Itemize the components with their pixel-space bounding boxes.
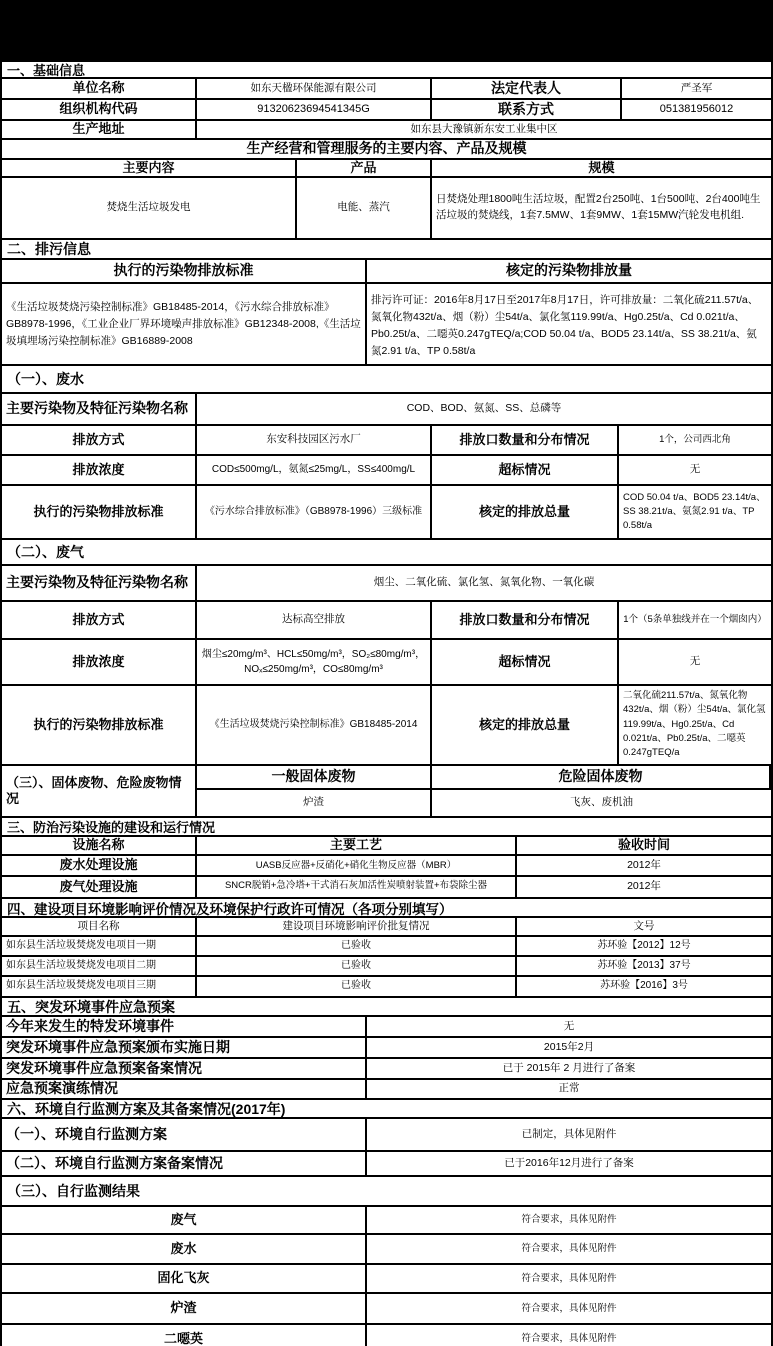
emergency-label: 突发环境事件应急预案颁布实施日期 bbox=[2, 1038, 367, 1057]
emergency-value: 已于 2015年 2 月进行了备案 bbox=[502, 1061, 636, 1074]
ww-method-row bbox=[2, 426, 771, 456]
solid-waste-title: （三）、固体废物、危险废物情况 bbox=[2, 766, 197, 816]
wastewater-title: （一）、废水 bbox=[2, 366, 771, 394]
content-value: 焚烧生活垃圾发电 bbox=[2, 178, 297, 238]
facility-date: 2012年 bbox=[627, 880, 661, 893]
section5-title: 五、突发环境事件应急预案 bbox=[2, 998, 771, 1017]
section6-title: 六、环境自行监测方案及其备案情况(2017年) bbox=[2, 1100, 771, 1119]
emission-std-value: 《生活垃圾焚烧污染控制标准》GB18485-2014，《污水综合排放标准》GB8978-1996，《工业企业厂界环境噪声排放标准》GB12348-2008,《生活垃圾填埋场污染控制标准》GB16889-2008 bbox=[2, 284, 367, 364]
result-value: 符合要求，具体见附件 bbox=[521, 1243, 617, 1255]
project-row-3 bbox=[2, 977, 771, 998]
ww-exceed-value: 无 bbox=[689, 463, 701, 476]
project-doc-header: 文号 bbox=[633, 919, 655, 932]
ww-outlets-label: 排放口数量和分布情况 bbox=[432, 426, 619, 454]
unit-name-value: 如东天楹环保能源有限公司 bbox=[197, 79, 432, 98]
hazard-waste-value: 飞灰、废机油 bbox=[570, 796, 633, 809]
project-status: 已验收 bbox=[197, 937, 517, 955]
address-value: 如东县大豫镇新东安工业集中区 bbox=[410, 122, 558, 135]
product-label: 产品 bbox=[297, 160, 432, 176]
emission-header-row bbox=[2, 260, 771, 284]
wg-conc-value: 烟尘≤20mg/m³、HCL≤50mg/m³，SO₂≤80mg/m³，NOₓ≤250mg/m³，CO≤80mg/m³ bbox=[197, 640, 432, 684]
ww-pollutants-value: COD、BOD、氨氮、SS、总磷等 bbox=[406, 402, 562, 415]
legal-rep-value: 严圣军 bbox=[680, 81, 713, 94]
ww-exceed-label: 超标情况 bbox=[432, 456, 619, 484]
monitor-plan-label: （一）、环境自行监测方案 bbox=[2, 1119, 367, 1150]
ww-std-row bbox=[2, 486, 771, 540]
result-row-water bbox=[2, 1235, 771, 1265]
general-waste-header: 一般固体废物 bbox=[197, 766, 432, 790]
monitor-filing-value: 已于2016年12月进行了备案 bbox=[504, 1156, 634, 1169]
basic-info-row-2 bbox=[2, 100, 771, 121]
emergency-label: 应急预案演练情况 bbox=[2, 1080, 367, 1098]
facility-name-header: 设施名称 bbox=[2, 837, 197, 854]
emergency-label: 今年来发生的特发环境事件 bbox=[2, 1017, 367, 1036]
wg-pollutants-label: 主要污染物及特征污染物名称 bbox=[2, 566, 197, 600]
emission-value-row bbox=[2, 284, 771, 366]
ww-total-label: 核定的排放总量 bbox=[432, 486, 619, 538]
project-name: 如东县生活垃圾焚烧发电项目二期 bbox=[2, 957, 197, 975]
project-row-1 bbox=[2, 937, 771, 957]
section4-title: 四、建设项目环境影响评价情况及环境保护行政许可情况（各项分别填写） bbox=[2, 899, 771, 918]
emission-amount-header: 核定的污染物排放量 bbox=[506, 262, 632, 279]
emergency-value: 2015年2月 bbox=[543, 1040, 595, 1053]
product-header-row bbox=[2, 160, 771, 178]
ww-pollutants-label: 主要污染物及特征污染物名称 bbox=[2, 394, 197, 424]
wg-total-label: 核定的排放总量 bbox=[432, 686, 619, 764]
project-name: 如东县生活垃圾焚烧发电项目一期 bbox=[2, 937, 197, 955]
emission-amount-value: 排污许可证：2016年8月17日至2017年8月17日，许可排放量：二氧化硫211.57t/a、氮氧化物432t/a、烟（粉）尘54t/a、氯化氢119.99t/a、Hg0.25t/a、Cd 0.021t/a、Pb0.25t/a、二噁英0.247gTEQ/a;COD 50.04 t/a、BOD5 23.14t/a、SS 38.21t/a、氨氮2.91 t/a、TP 0.58t/a bbox=[371, 294, 759, 357]
wg-conc-label: 排放浓度 bbox=[2, 640, 197, 684]
address-row bbox=[2, 121, 771, 140]
result-label: 固化飞灰 bbox=[2, 1265, 367, 1292]
product-value: 电能、蒸汽 bbox=[297, 178, 432, 238]
facility-header-row bbox=[2, 837, 771, 856]
ww-total-value: COD 50.04 t/a、BOD5 23.14t/a、SS 38.21t/a、氨氮2.91 t/a、TP 0.58t/a bbox=[623, 491, 766, 532]
project-header-row bbox=[2, 918, 771, 937]
ww-conc-row bbox=[2, 456, 771, 486]
ww-conc-label: 排放浓度 bbox=[2, 456, 197, 484]
result-label: 二噁英 bbox=[2, 1325, 367, 1346]
project-doc: 苏环验【2012】12号 bbox=[597, 939, 691, 951]
monitor-filing-row bbox=[2, 1152, 771, 1177]
wg-exceed-value: 无 bbox=[689, 655, 701, 668]
result-label: 炉渣 bbox=[2, 1294, 367, 1323]
wg-outlets-value: 1个（5条单独线并在一个烟囱内） bbox=[623, 614, 767, 626]
wg-method-row bbox=[2, 602, 771, 640]
wg-pollutants-value: 烟尘、二氧化硫、氯化氢、氮氧化物、一氧化碳 bbox=[373, 576, 595, 589]
disclosure-table bbox=[0, 62, 773, 1346]
project-status: 已验收 bbox=[197, 977, 517, 996]
facility-process: SNCR脱销+急冷塔+干式消石灰加活性炭喷射装置+布袋除尘器 bbox=[197, 877, 517, 897]
facility-date: 2012年 bbox=[627, 858, 661, 871]
section2-title: 二、排污信息 bbox=[2, 240, 771, 260]
wg-pollutants-row bbox=[2, 566, 771, 602]
section3-title: 三、防治污染设施的建设和运行情况 bbox=[2, 818, 771, 837]
result-label: 废水 bbox=[2, 1235, 367, 1263]
solid-waste-block bbox=[2, 766, 771, 818]
result-row-dioxin bbox=[2, 1325, 771, 1346]
project-row-2 bbox=[2, 957, 771, 977]
hazard-waste-header: 危险固体废物 bbox=[432, 766, 771, 790]
address-label: 生产地址 bbox=[2, 121, 197, 138]
content-label: 主要内容 bbox=[2, 160, 297, 176]
legal-rep-label: 法定代表人 bbox=[432, 79, 622, 98]
general-waste-value: 炉渣 bbox=[197, 790, 432, 816]
monitor-results-title: （三）、自行监测结果 bbox=[2, 1177, 771, 1207]
wg-std-label: 执行的污染物排放标准 bbox=[2, 686, 197, 764]
project-status-header: 建设项目环境影响评价批复情况 bbox=[197, 918, 517, 935]
business-header-row bbox=[2, 140, 771, 160]
emergency-row-2 bbox=[2, 1038, 771, 1059]
result-value: 符合要求，具体见附件 bbox=[521, 1302, 617, 1314]
result-label: 废气 bbox=[2, 1207, 367, 1233]
wg-method-value: 达标高空排放 bbox=[197, 602, 432, 638]
emission-std-header: 执行的污染物排放标准 bbox=[2, 260, 367, 282]
result-row-gas bbox=[2, 1207, 771, 1235]
emergency-value: 正常 bbox=[558, 1082, 580, 1095]
wg-std-value: 《生活垃圾焚烧污染控制标准》GB18485-2014 bbox=[197, 686, 432, 764]
ww-method-label: 排放方式 bbox=[2, 426, 197, 454]
monitor-plan-row bbox=[2, 1119, 771, 1152]
result-row-slag bbox=[2, 1294, 771, 1325]
unit-name-label: 单位名称 bbox=[2, 79, 197, 98]
result-row-flyash bbox=[2, 1265, 771, 1294]
ww-outlets-value: 1个，公司西北角 bbox=[659, 434, 731, 446]
scale-label: 规模 bbox=[588, 160, 615, 175]
wg-std-row bbox=[2, 686, 771, 766]
monitor-filing-label: （二）、环境自行监测方案备案情况 bbox=[2, 1152, 367, 1175]
project-doc: 苏环验【2016】3号 bbox=[600, 980, 688, 992]
product-value-row bbox=[2, 178, 771, 240]
wg-exceed-label: 超标情况 bbox=[432, 640, 619, 684]
facility-row-wastegas bbox=[2, 877, 771, 899]
wg-outlets-label: 排放口数量和分布情况 bbox=[432, 602, 619, 638]
wastegas-title: （二）、废气 bbox=[2, 540, 771, 566]
emergency-label: 突发环境事件应急预案备案情况 bbox=[2, 1059, 367, 1078]
result-value: 符合要求，具体见附件 bbox=[521, 1333, 617, 1345]
org-code-label: 组织机构代码 bbox=[2, 100, 197, 119]
result-value: 符合要求，具体见附件 bbox=[521, 1272, 617, 1284]
emergency-row-4 bbox=[2, 1080, 771, 1100]
emergency-row-1 bbox=[2, 1017, 771, 1038]
emergency-value: 无 bbox=[563, 1019, 575, 1032]
ww-conc-value: COD≤500mg/L，氨氮≤25mg/L，SS≤400mg/L bbox=[197, 456, 432, 484]
monitor-plan-value: 已制定，具体见附件 bbox=[521, 1127, 617, 1140]
facility-process-header: 主要工艺 bbox=[197, 837, 517, 854]
ww-pollutants-row bbox=[2, 394, 771, 426]
facility-process: UASB反应器+反硝化+硝化生物反应器（MBR） bbox=[197, 856, 517, 875]
ww-method-value: 东安科技园区污水厂 bbox=[197, 426, 432, 454]
section1-title: 一、基础信息 bbox=[2, 62, 771, 79]
project-doc: 苏环验【2013】37号 bbox=[597, 959, 691, 971]
wg-method-label: 排放方式 bbox=[2, 602, 197, 638]
facility-row-wastewater bbox=[2, 856, 771, 877]
result-value: 符合要求，具体见附件 bbox=[521, 1214, 617, 1226]
org-code-value: 91320623694541345G bbox=[197, 100, 432, 119]
contact-value: 051381956012 bbox=[659, 102, 734, 115]
project-status: 已验收 bbox=[197, 957, 517, 975]
project-name-header: 项目名称 bbox=[2, 918, 197, 935]
scale-value: 日焚烧处理1800吨生活垃圾，配置2台250吨、1台500吨、2台400吨生活垃圾的焚烧线，1套7.5MW、1套9MW、1套15MW汽轮发电机组. bbox=[436, 193, 761, 221]
emergency-row-3 bbox=[2, 1059, 771, 1080]
facility-name: 废气处理设施 bbox=[2, 877, 197, 897]
wg-conc-row bbox=[2, 640, 771, 686]
contact-label: 联系方式 bbox=[432, 100, 622, 119]
facility-date-header: 验收时间 bbox=[617, 837, 670, 853]
basic-info-row-1 bbox=[2, 79, 771, 100]
black-header-band bbox=[0, 0, 773, 62]
project-name: 如东县生活垃圾焚烧发电项目三期 bbox=[2, 977, 197, 996]
ww-std-label: 执行的污染物排放标准 bbox=[2, 486, 197, 538]
wg-total-value: 二氧化硫211.57t/a、氮氧化物432t/a、烟（粉）尘54t/a、氯化氢119.99t/a、Hg0.25t/a、Cd 0.021t/a、Pb0.25t/a、二噁英0.247gTEQ/a bbox=[623, 690, 766, 758]
business-header: 生产经营和管理服务的主要内容、产品及规模 bbox=[246, 140, 527, 157]
ww-std-value: 《污水综合排放标准》（GB8978-1996）三级标准 bbox=[197, 486, 432, 538]
facility-name: 废水处理设施 bbox=[2, 856, 197, 875]
